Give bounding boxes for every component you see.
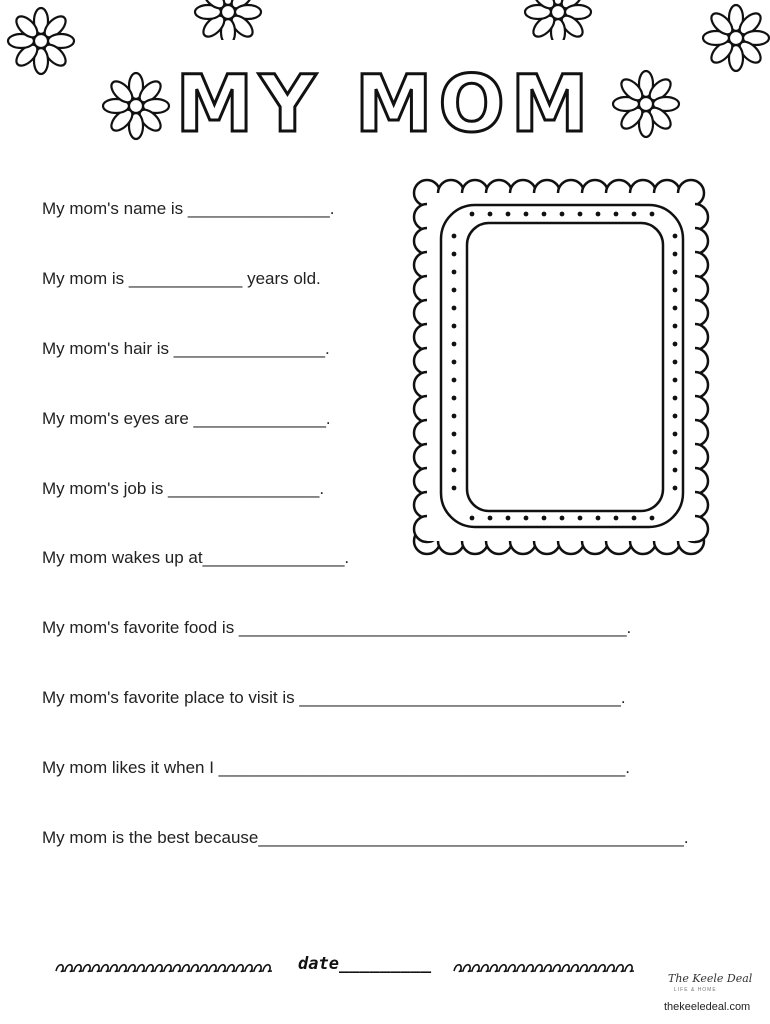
date-field: date_________ <box>298 954 432 974</box>
page-title: MY MOM <box>175 60 595 150</box>
prompt-line: My mom's eyes are ______________. <box>42 409 331 428</box>
brand-tagline: LIFE & HOME <box>674 987 717 993</box>
prompt-line: My mom's favorite food is _________________________________________. <box>42 618 632 637</box>
prompt-line: My mom's hair is ________________. <box>42 339 330 358</box>
prompt-line: My mom is the best because_____________________________________________. <box>42 828 689 847</box>
prompt-line: My mom's favorite place to visit is __________________________________. <box>42 688 626 707</box>
prompt-line: My mom likes it when I ___________________________________________. <box>42 758 630 777</box>
flower-icon <box>192 0 264 40</box>
prompt-line: My mom's job is ________________. <box>42 479 325 498</box>
vine-divider-icon <box>452 958 642 980</box>
prompt-line: My mom is ____________ years old. <box>42 269 321 288</box>
prompt-line: My mom wakes up at_______________. <box>42 548 350 567</box>
photo-frame-icon <box>405 175 717 560</box>
brand-logo: The Keele Deal <box>668 972 753 985</box>
vine-divider-icon <box>54 958 279 980</box>
brand-url: thekeeledeal.com <box>664 1001 751 1013</box>
flower-icon <box>522 0 594 40</box>
prompt-line: My mom's name is _______________. <box>42 199 335 218</box>
